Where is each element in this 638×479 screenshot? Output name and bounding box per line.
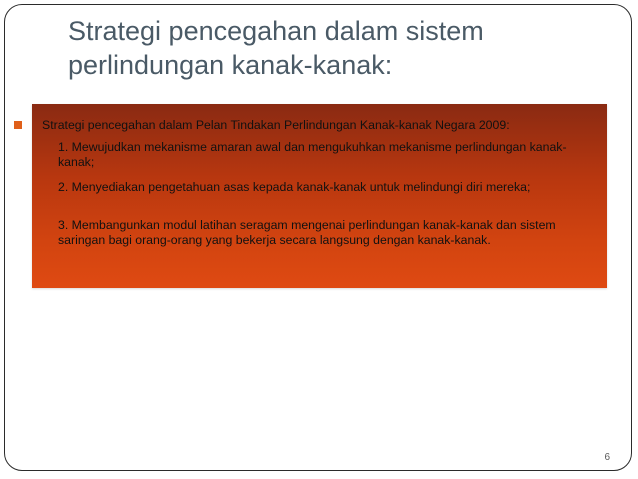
title-line-1: Strategi pencegahan dalam sistem (68, 16, 484, 46)
title-line-2: perlindungan kanak-kanak: (68, 50, 393, 80)
page-number: 6 (604, 452, 610, 463)
sub-item-1: 1. Mewujudkan mekanisme amaran awal dan mengukuhkan mekanisme perlindungan kanak-kanak; (58, 140, 567, 169)
sub-item-3: 3. Membangunkan modul latihan seragam mengenai perlindungan kanak-kanak dan sistem saringan bagi orang-orang yang bekerja secara langsung dengan kanak-kanak. (58, 218, 556, 247)
bullet-text: Strategi pencegahan dalam Pelan Tindakan Perlindungan Kanak-kanak Negara 2009: (42, 118, 510, 132)
square-bullet-icon (14, 121, 22, 129)
slide-title (68, 14, 588, 82)
sub-item-2: 2. Menyediakan pengetahuan asas kepada kanak-kanak untuk melindungi diri mereka; (58, 180, 531, 194)
